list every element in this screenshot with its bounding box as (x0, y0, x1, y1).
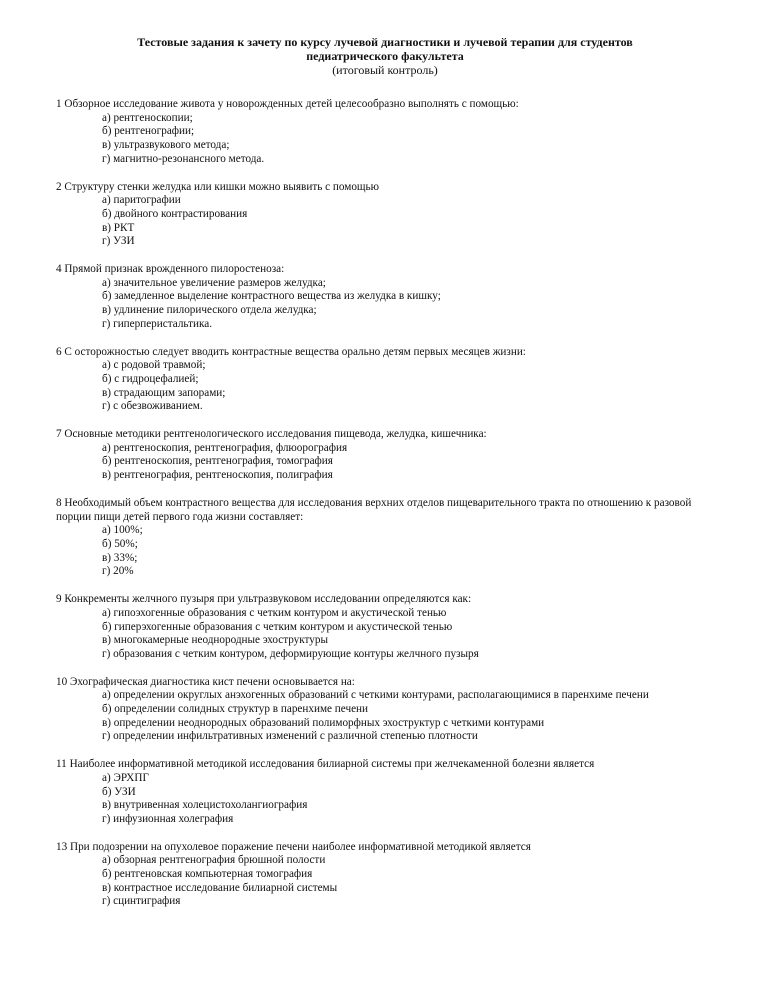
question-text: 13 При подозрении на опухолевое поражение печени наиболее информативной методикой является (56, 840, 531, 853)
answer-options (56, 607, 716, 662)
answer-option: б) УЗИ (102, 785, 136, 798)
answer-option: в) страдающим запорами; (102, 386, 226, 399)
answer-option: а) значительное увеличение размеров желудка; (102, 276, 326, 289)
question-text: 11 Наиболее информативной методикой исследования билиарной системы при желчекаменной болезни является (56, 758, 595, 771)
answer-option: а) 100%; (102, 524, 143, 537)
question-block (56, 676, 716, 745)
answer-option: б) 50%; (102, 537, 138, 550)
answer-option: б) рентгеноскопия, рентгенография, томография (102, 455, 333, 468)
question-block (56, 346, 716, 415)
answer-option: б) определении солидных структур в паренхиме печени (102, 703, 369, 716)
answer-options (56, 442, 716, 483)
answer-option: г) образования с четким контуром, деформирующие контуры желчного пузыря (102, 647, 479, 660)
question-text: 6 С осторожностью следует вводить контрастные вещества орально детям первых месяцев жизни: (56, 345, 526, 358)
answer-option: а) паритографии (102, 194, 181, 207)
answer-option: г) УЗИ (102, 235, 135, 248)
answer-option: а) определении округлых анэхогенных образований с четкими контурами, располагающимися в паренхиме печени (102, 689, 649, 702)
question-text: 8 Необходимый объем контрастного вещества для исследования верхних отделов пищеварительного тракта по отношению к разовой порции пищи детей первого года жизни составляет: (56, 496, 692, 523)
answer-option: г) гиперперистальтика. (102, 317, 212, 330)
answer-option: в) рентгенография, рентгеноскопия, полиграфия (102, 469, 333, 482)
question-block (56, 758, 716, 827)
answer-options (56, 854, 716, 909)
answer-option: б) двойного контрастирования (102, 207, 248, 220)
question-block (56, 181, 716, 250)
answer-option: в) удлинение пилорического отдела желудка; (102, 304, 317, 317)
answer-option: в) внутривенная холецистохолангиография (102, 799, 308, 812)
document-header (60, 35, 710, 77)
answer-options (56, 194, 716, 249)
answer-option: а) с родовой травмой; (102, 359, 206, 372)
answer-option: б) гиперэхогенные образования с четким контуром и акустической тенью (102, 620, 453, 633)
answer-option: г) сцинтиграфия (102, 895, 181, 908)
answer-option: г) инфузионная холеграфия (102, 812, 234, 825)
answer-option: в) контрастное исследование билиарной системы (102, 881, 338, 894)
answer-options (56, 772, 716, 827)
question-text: 7 Основные методики рентгенологического исследования пищевода, желудка, кишечника: (56, 428, 487, 441)
answer-options (56, 524, 716, 579)
subtitle: (итоговый контроль) (332, 63, 438, 77)
question-text: 9 Конкременты желчного пузыря при ультразвуковом исследовании определяются как: (56, 593, 472, 606)
question-list (56, 84, 716, 909)
answer-options (56, 112, 716, 167)
question-text: 2 Структуру стенки желудка или кишки можно выявить с помощью (56, 180, 379, 193)
answer-option: а) гипоэхогенные образования с четким контуром и акустической тенью (102, 606, 447, 619)
answer-option: б) замедленное выделение контрастного вещества из желудка в кишку; (102, 290, 441, 303)
answer-option: в) ультразвукового метода; (102, 139, 230, 152)
question-text: 1 Обзорное исследование живота у новорожденных детей целесообразно выполнять с помощью: (56, 98, 519, 110)
answer-option: в) РКТ (102, 221, 135, 234)
answer-option: а) ЭРХПГ (102, 771, 149, 784)
answer-option: а) рентгеноскопии; (102, 111, 193, 124)
answer-option: б) рентгенографии; (102, 125, 195, 138)
answer-option: в) многокамерные неоднородные эхоструктуры (102, 634, 328, 647)
answer-option: г) 20% (102, 565, 134, 578)
answer-option: г) определении инфильтративных изменений с различной степенью плотности (102, 730, 478, 743)
question-text: 4 Прямой признак врожденного пилоростеноза: (56, 263, 285, 276)
title-line-1: Тестовые задания к зачету по курсу лучевой диагностики и лучевой терапии для студентов (137, 35, 633, 49)
answer-option: в) определении неоднородных образований полиморфных эхоструктур с четкими контурами (102, 716, 545, 729)
title-line-2: педиатрического факультета (306, 49, 464, 63)
question-block (56, 841, 716, 910)
question-block (56, 593, 716, 662)
question-block (56, 98, 716, 167)
answer-options (56, 277, 716, 332)
answer-option: а) рентгеноскопия, рентгенография, флюорография (102, 441, 348, 454)
answer-option: г) с обезвоживанием. (102, 400, 203, 413)
answer-option: б) с гидроцефалией; (102, 372, 199, 385)
question-block (56, 497, 716, 579)
answer-option: г) магнитно-резонансного метода. (102, 152, 265, 165)
answer-options (56, 359, 716, 414)
answer-options (56, 689, 716, 744)
answer-option: в) 33%; (102, 551, 138, 564)
answer-option: б) рентгеновская компьютерная томография (102, 868, 313, 881)
question-text: 10 Эхографическая диагностика кист печени основывается на: (56, 675, 355, 688)
question-block (56, 263, 716, 332)
question-block (56, 428, 716, 483)
answer-option: а) обзорная рентгенография брюшной полости (102, 854, 326, 867)
